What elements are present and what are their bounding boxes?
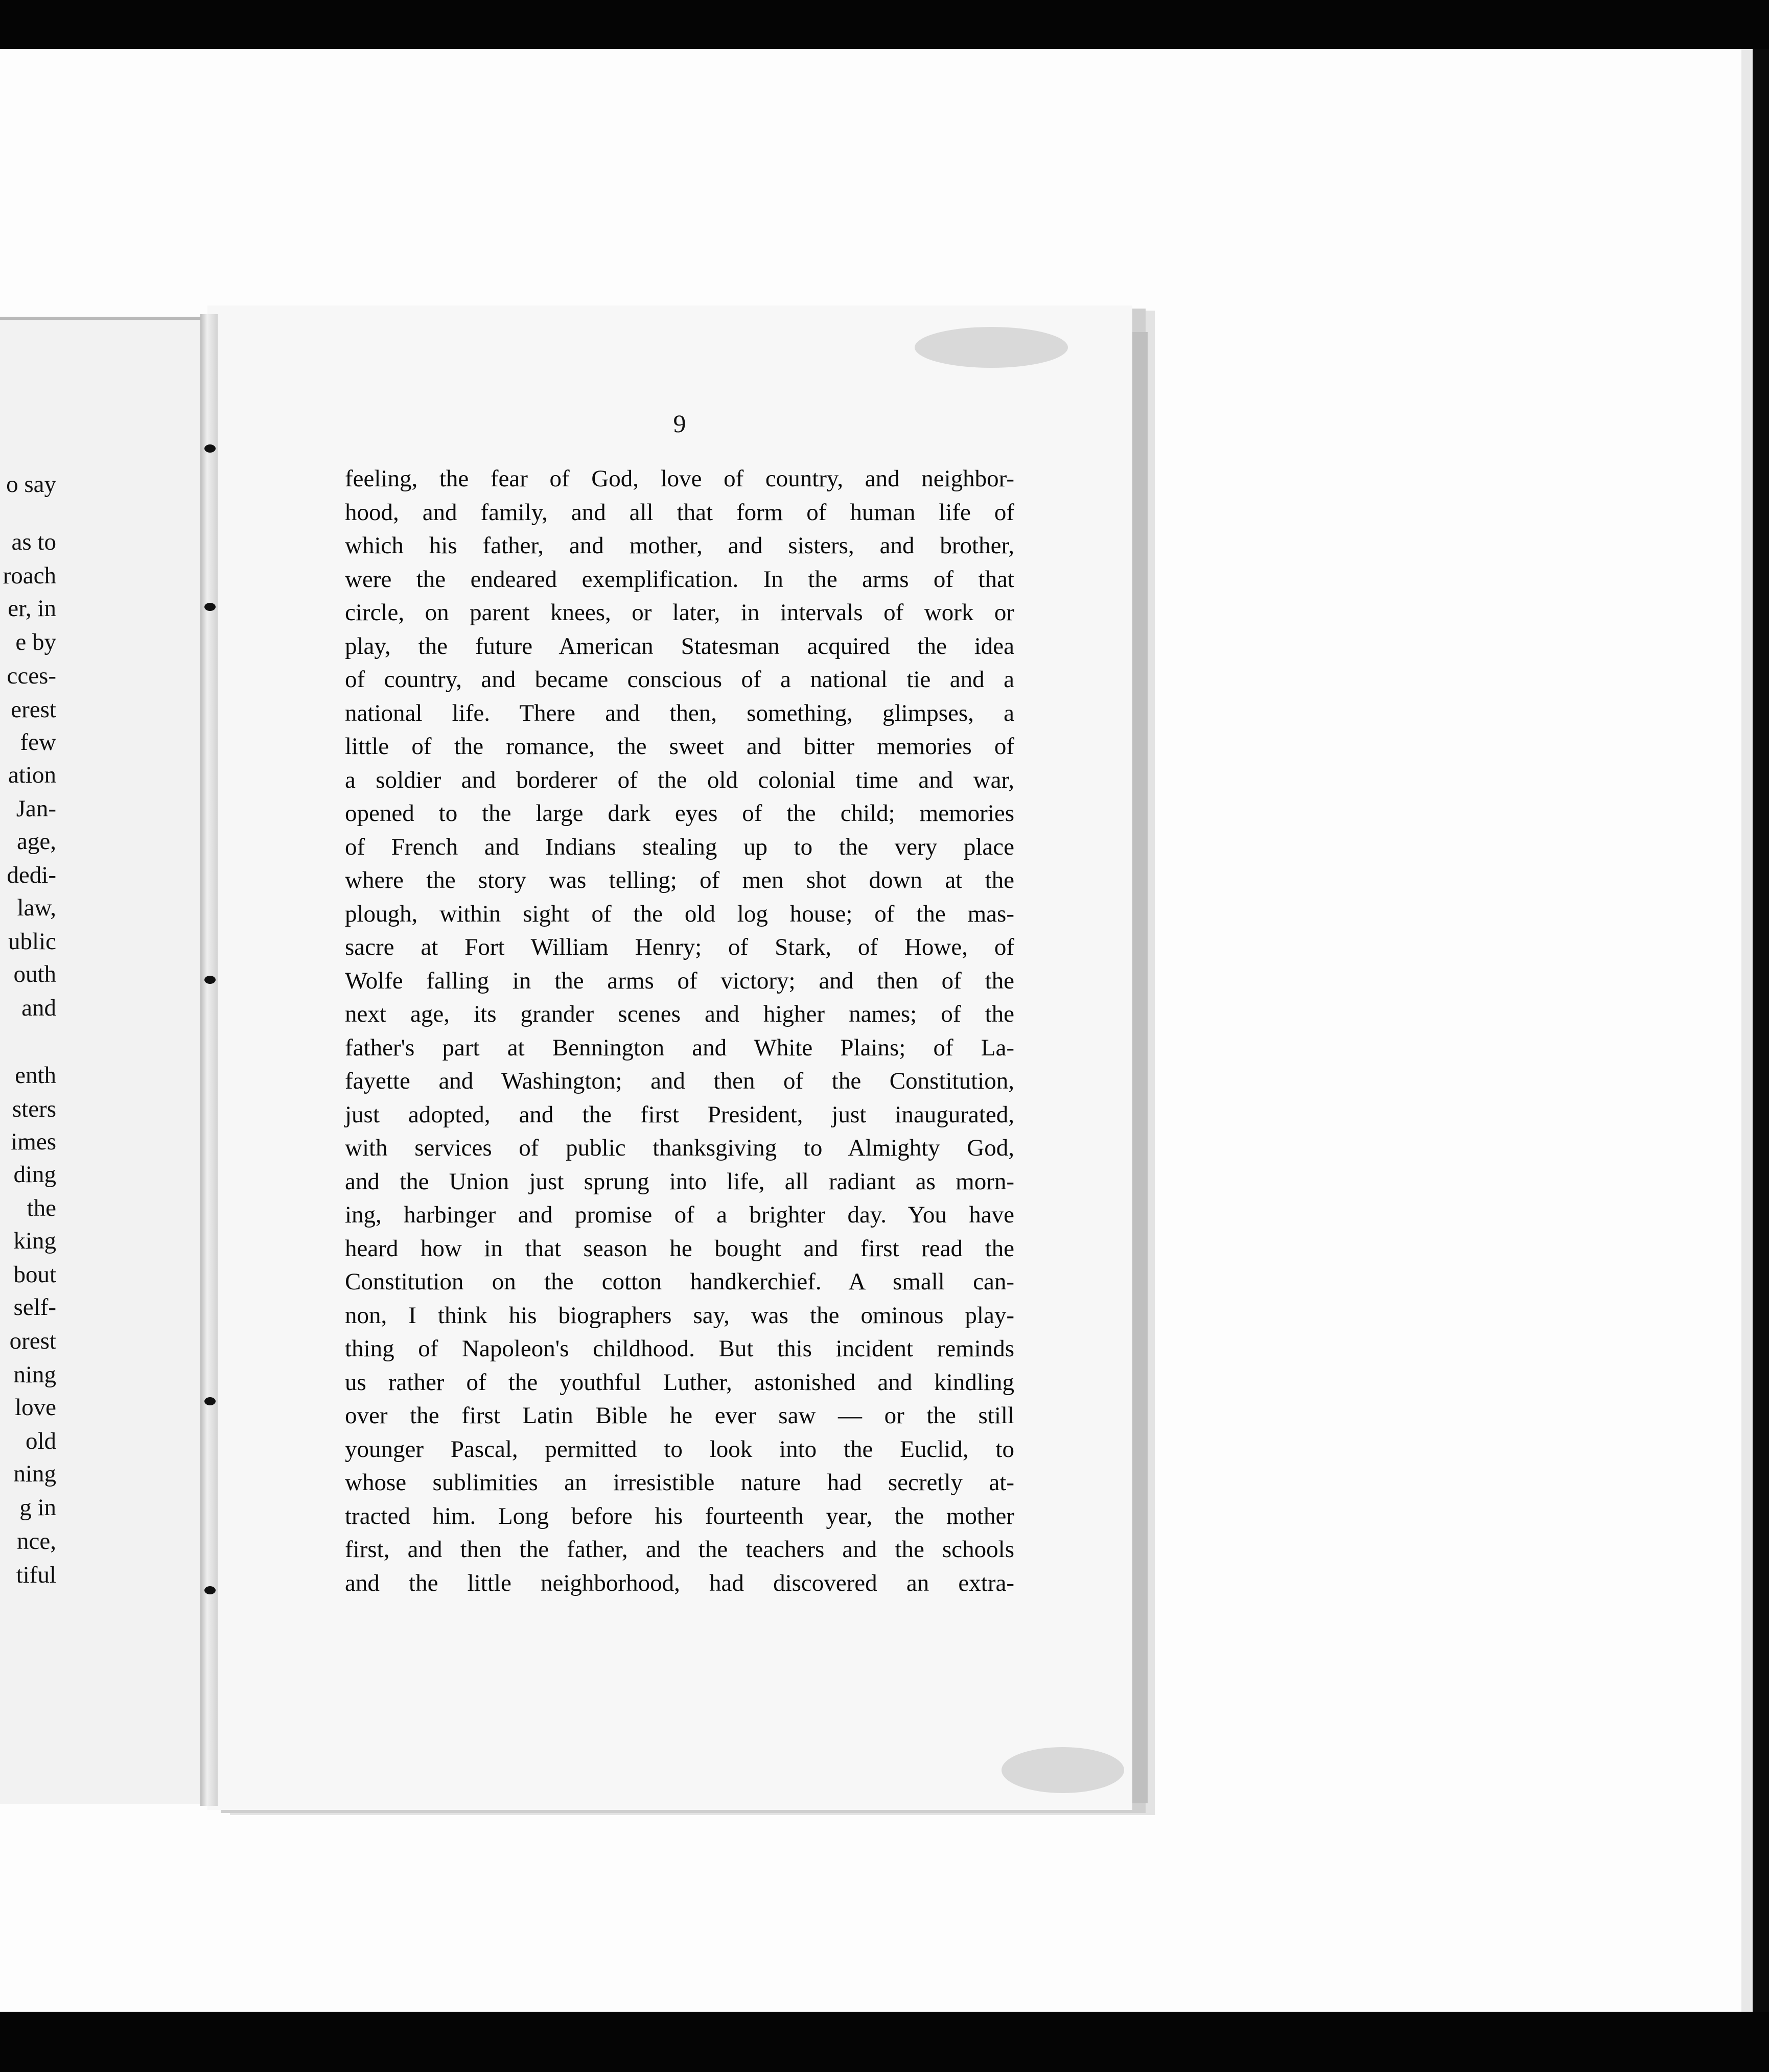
binding-stitch bbox=[204, 976, 216, 984]
left-page-fragment: outh bbox=[13, 961, 56, 987]
text-line: where the story was telling; of men shot down at the bbox=[345, 867, 1014, 893]
text-line: fayette and Washington; and then of the Constitution, bbox=[345, 1068, 1014, 1094]
paper-stain bbox=[1002, 1747, 1124, 1793]
left-page-fragment: Jan- bbox=[16, 795, 56, 822]
binding-stitch bbox=[204, 603, 216, 611]
left-page-fragment: dedi- bbox=[7, 862, 56, 888]
left-page-fragment: the bbox=[27, 1195, 56, 1221]
left-page-fragment: as to bbox=[11, 529, 56, 555]
left-page-fragment: ning bbox=[13, 1461, 56, 1487]
text-line: play, the future American Statesman acquired the idea bbox=[345, 632, 1014, 660]
left-page bbox=[0, 317, 202, 1804]
left-page-fragment: ublic bbox=[8, 928, 56, 955]
text-line: heard how in that season he bought and first read the bbox=[345, 1235, 1014, 1262]
text-line: Wolfe falling in the arms of victory; and then of the bbox=[345, 967, 1014, 994]
left-page-fragment: nce, bbox=[17, 1528, 56, 1555]
text-line: were the endeared exemplification. In the arms of that bbox=[345, 566, 1014, 593]
text-line: circle, on parent knees, or later, in intervals of work or bbox=[345, 599, 1014, 626]
left-page-fragment: few bbox=[20, 729, 56, 756]
left-page-fragment: and bbox=[21, 995, 56, 1021]
text-line: just adopted, and the first President, just inaugurated, bbox=[345, 1101, 1014, 1128]
text-line: us rather of the youthful Luther, astonished and kindling bbox=[345, 1369, 1014, 1396]
text-line: tracted him. Long before his fourteenth year, the mother bbox=[345, 1502, 1014, 1529]
left-page-fragment: o say bbox=[6, 471, 56, 498]
scan-border-right bbox=[1753, 49, 1769, 2012]
binding-stitch bbox=[204, 1586, 216, 1594]
left-page-fragment: cces- bbox=[7, 663, 56, 689]
text-line: national life. There and then, something, glimpses, a bbox=[345, 699, 1014, 726]
left-page-fragment: g in bbox=[19, 1494, 56, 1521]
text-line: with services of public thanksgiving to Almighty God, bbox=[345, 1135, 1014, 1161]
text-line: father's part at Bennington and White Plains; of La- bbox=[345, 1034, 1014, 1061]
right-page-edge bbox=[1132, 332, 1148, 1803]
left-page-fragment: law, bbox=[17, 894, 56, 921]
text-line: a soldier and borderer of the old colonial time and war, bbox=[345, 766, 1014, 793]
scan-border-right-inner bbox=[1741, 49, 1754, 2012]
text-line: Constitution on the cotton handkerchief. A small can- bbox=[345, 1268, 1014, 1295]
book-gutter bbox=[200, 314, 218, 1806]
text-line: and the Union just sprung into life, all radiant as morn- bbox=[345, 1168, 1014, 1195]
body-text bbox=[345, 462, 1014, 1600]
left-page-fragment: age, bbox=[17, 828, 56, 855]
left-page-fragment: old bbox=[25, 1428, 56, 1454]
left-page-fragment: erest bbox=[11, 696, 56, 723]
left-page-fragment: roach bbox=[3, 562, 56, 589]
text-line: over the first Latin Bible he ever saw — or the still bbox=[345, 1402, 1014, 1429]
text-line: plough, within sight of the old log house; of the mas- bbox=[345, 900, 1014, 927]
text-line: thing of Napoleon's childhood. But this incident reminds bbox=[345, 1335, 1014, 1362]
text-line: and the little neighborhood, had discovered an extra- bbox=[345, 1569, 1014, 1596]
binding-stitch bbox=[204, 444, 216, 453]
text-line: which his father, and mother, and sisters, and brother, bbox=[345, 532, 1014, 559]
left-page-fragment: ding bbox=[13, 1161, 56, 1188]
left-page-fragment: ation bbox=[8, 762, 56, 788]
paper-stain bbox=[915, 327, 1068, 368]
text-line: next age, its grander scenes and higher names; of the bbox=[345, 1001, 1014, 1027]
left-page-fragment: imes bbox=[11, 1128, 56, 1155]
text-line: younger Pascal, permitted to look into the Euclid, to bbox=[345, 1435, 1014, 1463]
left-page-fragment: bout bbox=[13, 1261, 56, 1288]
left-page-fragment: e by bbox=[15, 629, 56, 655]
text-line: sacre at Fort William Henry; of Stark, of Howe, of bbox=[345, 934, 1014, 960]
text-line: of French and Indians stealing up to the very place bbox=[345, 833, 1014, 860]
left-page-fragment: orest bbox=[9, 1328, 56, 1354]
page-number: 9 bbox=[673, 409, 686, 438]
binding-stitch bbox=[204, 1397, 216, 1405]
text-line: opened to the large dark eyes of the child; memories bbox=[345, 800, 1014, 827]
left-page-fragment: king bbox=[13, 1228, 56, 1254]
left-page-fragment: love bbox=[15, 1394, 56, 1421]
left-page-fragment: sters bbox=[12, 1096, 56, 1122]
text-line: first, and then the father, and the teachers and the schools bbox=[345, 1536, 1014, 1563]
left-page-fragment: enth bbox=[15, 1062, 56, 1089]
text-line: of country, and became conscious of a national tie and a bbox=[345, 666, 1014, 693]
text-line: non, I think his biographers say, was the ominous play- bbox=[345, 1302, 1014, 1329]
text-line: feeling, the fear of God, love of country, and neighbor- bbox=[345, 465, 1014, 492]
text-line: ing, harbinger and promise of a brighter day. You have bbox=[345, 1202, 1014, 1228]
left-page-fragment: ning bbox=[13, 1361, 56, 1388]
left-page-fragment: tiful bbox=[16, 1562, 56, 1588]
text-line: whose sublimities an irresistible nature had secretly at- bbox=[345, 1469, 1014, 1496]
left-page-fragment: er, in bbox=[8, 595, 56, 622]
left-page-fragment: self- bbox=[13, 1294, 56, 1321]
text-line: little of the romance, the sweet and bitter memories of bbox=[345, 733, 1014, 760]
scan-border-top bbox=[0, 0, 1769, 49]
scan-border-bottom bbox=[0, 2012, 1769, 2072]
text-line: hood, and family, and all that form of human life of bbox=[345, 499, 1014, 526]
